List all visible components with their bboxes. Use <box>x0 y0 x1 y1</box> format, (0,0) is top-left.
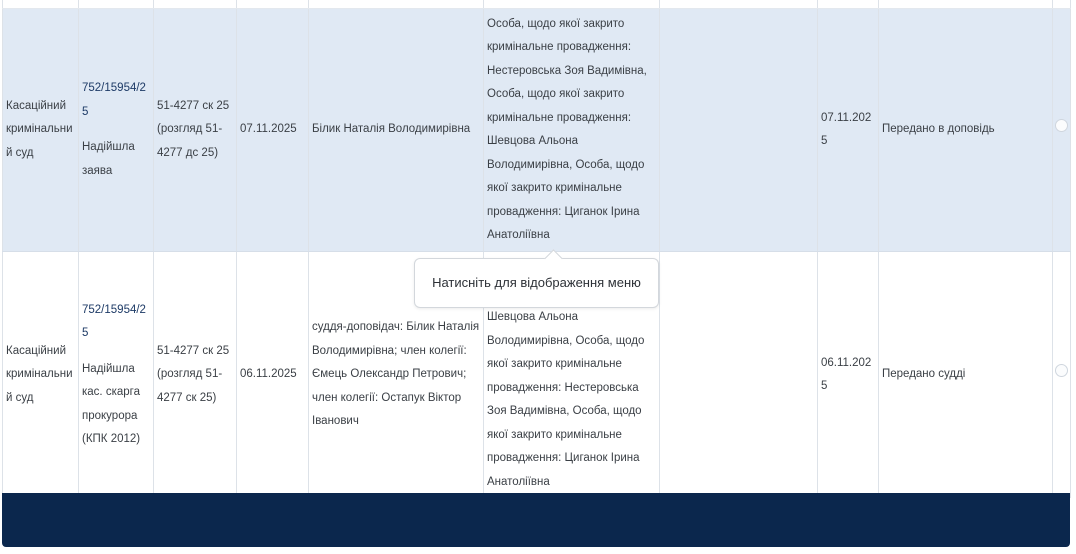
context-menu-tooltip: Натисніть для відображення меню <box>414 258 659 308</box>
footer-bar <box>2 493 1070 547</box>
row-select-radio[interactable] <box>1055 119 1068 132</box>
select-cell <box>1053 9 1071 252</box>
judges-cell: суддя-доповідач: Білик Наталія Володимирівна; член колегії: Ємець Олександр Петрович; член колегії: Остапук Віктор Іванович <box>309 252 484 499</box>
case-number-link[interactable]: 752/15954/25 <box>82 82 146 118</box>
case-number-link[interactable]: 752/15954/25 <box>82 303 146 339</box>
empty-cell <box>660 9 818 252</box>
parties-text: Шевцова Альона Володимирівна, Особа, щодо якої закрито кримінальне провадження: Нестеровська Зоя Вадимівна, Особа, щодо якої закрито кримінальне провадження: Циганок Ірина Анатоліївна <box>487 311 645 488</box>
registration-date-cell: 07.11.2025 <box>237 9 309 252</box>
document-type: Надійшла кас. скарга прокурора (КПК 2012) <box>82 362 141 445</box>
registration-date-cell: 06.11.2025 <box>237 252 309 499</box>
status-cell: Передано судді <box>879 252 1053 499</box>
empty-cell <box>660 252 818 499</box>
court-cell: Касаційний кримінальний суд <box>3 252 79 499</box>
proceeding-number-cell: 51-4277 ск 25 (розгляд 51-4277 ск 25) <box>154 252 237 499</box>
case-cell <box>79 9 154 252</box>
previous-row-tail <box>3 0 1071 9</box>
status-date-cell: 07.11.2025 <box>818 9 879 252</box>
parties-cell: Особа, щодо якої закрито кримінальне провадження: Нестеровська Зоя Вадимівна, Особа, щодо якої закрито кримінальне провадження: Шевцова Альона Володимирівна, Особа, щодо якої закрито кримінальне провадження: Циганок Ірина Анатоліївна <box>484 9 660 252</box>
status-cell: Передано в доповідь <box>879 9 1053 252</box>
cases-table-container <box>2 0 1070 498</box>
document-type: Надійшла заява <box>82 141 135 177</box>
select-cell <box>1053 252 1071 499</box>
proceeding-number-cell: 51-4277 ск 25 (розгляд 51-4277 дс 25) <box>154 9 237 252</box>
case-cell <box>79 252 154 499</box>
cases-table <box>2 0 1071 498</box>
court-cell: Касаційний кримінальний суд <box>3 9 79 252</box>
judges-cell: Білик Наталія Володимирівна <box>309 9 484 252</box>
row-select-radio[interactable] <box>1055 364 1068 377</box>
table-row[interactable] <box>3 9 1071 252</box>
status-date-cell: 06.11.2025 <box>818 252 879 499</box>
